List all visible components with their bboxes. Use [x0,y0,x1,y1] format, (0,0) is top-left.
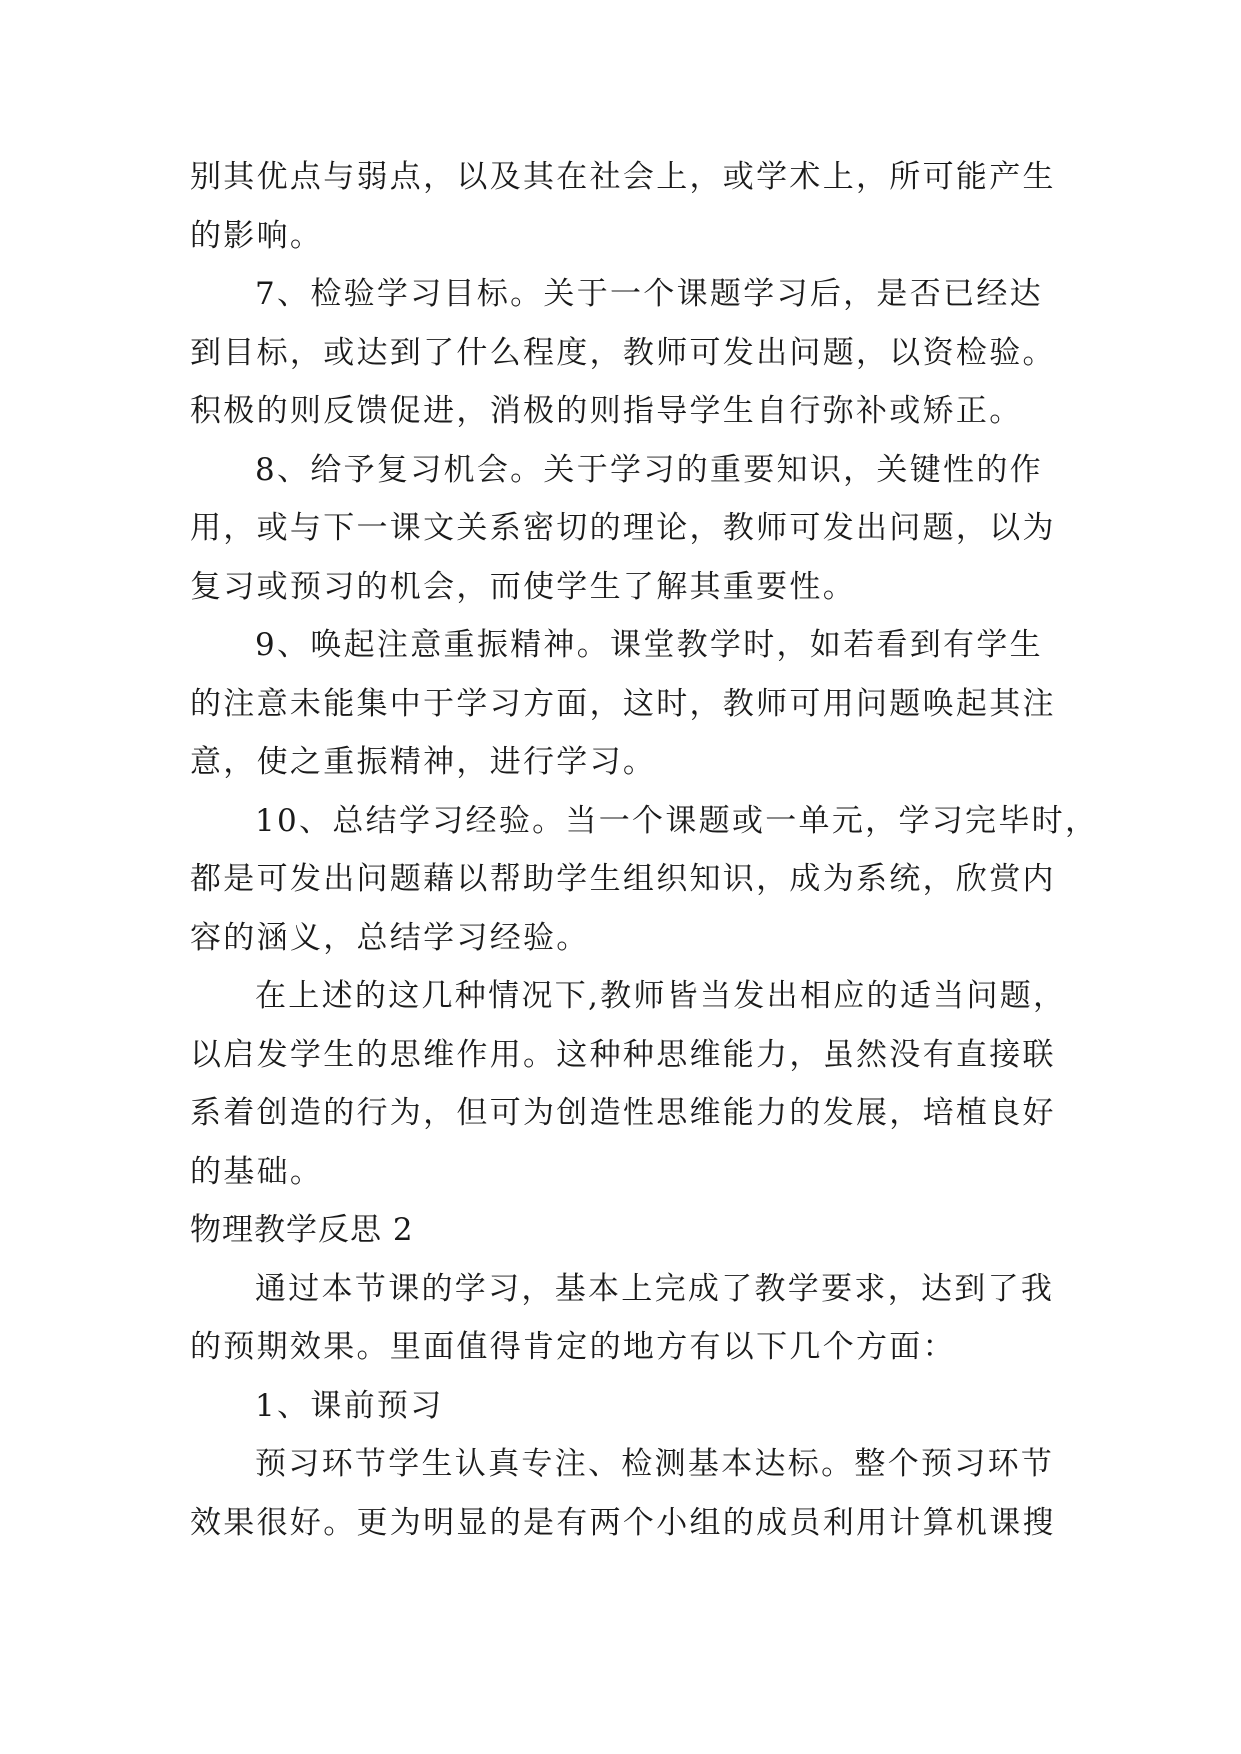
text-line: 7、检验学习目标。关于一个课题学习后，是否已经达 [255,276,1043,312]
text-line: 用，或与下一课文关系密切的理论，教师可发出问题，以为 [190,510,1056,546]
list-item-heading: 1、课前预习 [255,1387,444,1424]
text-line: 复习或预习的机会，而使学生了解其重要性。 [190,568,856,605]
text-line: 9、唤起注意重振精神。课堂教学时，如若看到有学生 [255,627,1043,663]
text-line: 在上述的这几种情况下,教师皆当发出相应的适当问题， [255,978,1067,1014]
text-line: 积极的则反馈促进，消极的则指导学生自行弥补或矫正。 [190,393,1023,429]
text-line: 系着创造的行为，但可为创造性思维能力的发展，培植良好 [190,1095,1056,1131]
text-line: 容的涵义，总结学习经验。 [190,919,590,956]
text-line: 预习环节学生认真专注、检测基本达标。整个预习环节 [255,1446,1055,1482]
text-line: 的基础。 [190,1153,324,1190]
text-line: 别其优点与弱点，以及其在社会上，或学术上，所可能产生 [190,159,1056,195]
text-line: 10、总结学习经验。当一个课题或一单元，学习完毕时， [255,802,1099,839]
text-line: 的影响。 [190,217,324,254]
text-line: 的预期效果。里面值得肯定的地方有以下几个方面： [190,1329,956,1365]
text-line: 到目标，或达到了什么程度，教师可发出问题，以资检验。 [190,334,1056,371]
text-line: 的注意未能集中于学习方面，这时，教师可用问题唤起其注 [190,685,1056,722]
text-line: 以启发学生的思维作用。这种种思维能力，虽然没有直接联 [190,1036,1056,1073]
text-line: 意，使之重振精神，进行学习。 [190,744,657,780]
text-line: 8、给予复习机会。关于学习的重要知识，关键性的作 [255,451,1043,488]
document-page [190,148,1099,1552]
text-line: 效果很好。更为明显的是有两个小组的成员利用计算机课搜 [190,1504,1056,1541]
text-line: 通过本节课的学习，基本上完成了教学要求，达到了我 [255,1270,1055,1307]
text-line: 都是可发出问题藉以帮助学生组织知识，成为系统，欣赏内 [190,861,1056,897]
section-heading: 物理教学反思 2 [190,1212,414,1248]
